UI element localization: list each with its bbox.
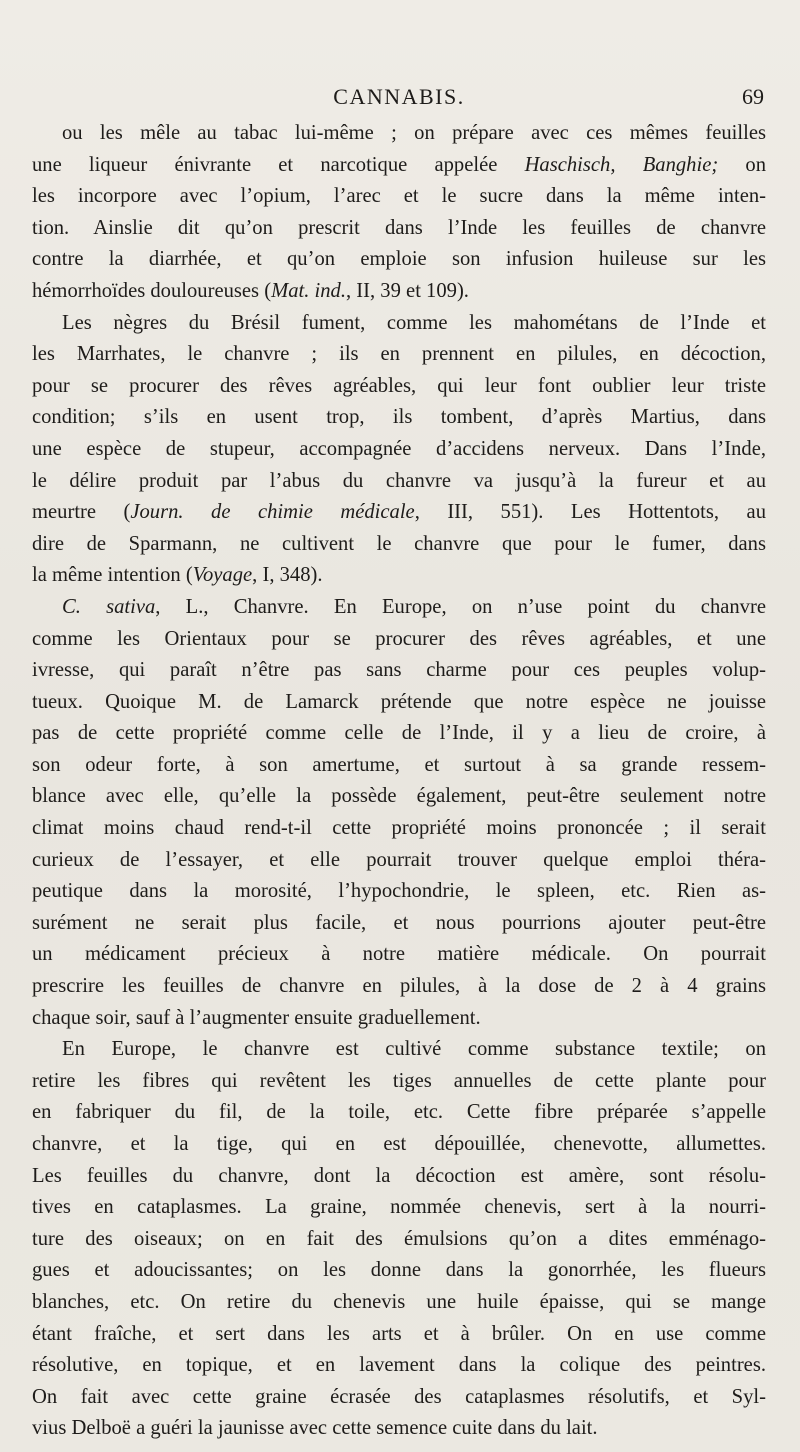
text-line bbox=[32, 497, 766, 529]
text-segment: tives en cataplasmes. La graine, nommée chenevis, sert à la nourri- bbox=[32, 1196, 766, 1219]
text-segment: une liqueur énivrante et narcotique appelée bbox=[32, 153, 525, 176]
text-segment: pas de cette propriété comme celle de l’Inde, il y a lieu de croire, à bbox=[32, 722, 766, 745]
text-segment: résolutive, en topique, et en lavement dans la colique des peintres. bbox=[32, 1354, 766, 1377]
text-line bbox=[32, 845, 766, 877]
text-line bbox=[32, 718, 766, 750]
text-line bbox=[32, 308, 766, 340]
text-line bbox=[32, 1350, 766, 1382]
text-segment: gues et adoucissantes; on les donne dans la gonorrhée, les flueurs bbox=[32, 1259, 766, 1282]
text-line bbox=[32, 1319, 766, 1351]
text-line bbox=[32, 655, 766, 687]
text-segment: Les feuilles du chanvre, dont la décoction est amère, sont résolu- bbox=[32, 1164, 766, 1187]
page-header bbox=[32, 84, 766, 118]
text-line bbox=[32, 750, 766, 782]
text-line bbox=[32, 1413, 766, 1445]
italic-text: Journ. de chimie médicale bbox=[130, 501, 415, 524]
text-line bbox=[32, 118, 766, 150]
italic-text: Mat. ind. bbox=[271, 279, 346, 302]
text-segment: son odeur forte, à son amertume, et surtout à sa grande ressem- bbox=[32, 753, 766, 776]
text-segment: blanches, etc. On retire du chenevis une huile épaisse, qui se mange bbox=[32, 1290, 766, 1313]
text-line bbox=[32, 1097, 766, 1129]
italic-text: Haschisch, Banghie; bbox=[524, 153, 719, 176]
text-segment: en fabriquer du fil, de la toile, etc. Cette fibre préparée s’appelle bbox=[32, 1101, 766, 1124]
text-segment: En Europe, le chanvre est cultivé comme substance textile; on bbox=[62, 1038, 766, 1061]
paragraph bbox=[32, 308, 766, 592]
text-line bbox=[32, 1382, 766, 1414]
text-segment: ture des oiseaux; on en fait des émulsions qu’on a dites emménago- bbox=[32, 1227, 766, 1250]
text-line bbox=[32, 371, 766, 403]
text-line bbox=[32, 181, 766, 213]
text-segment: , L., Chanvre. En Europe, on n’use point du chanvre bbox=[155, 595, 766, 618]
text-segment: ivresse, qui paraît n’être pas sans charme pour ces peuples volup- bbox=[32, 659, 766, 682]
text-segment: la même intention ( bbox=[32, 564, 193, 587]
text-line bbox=[32, 1287, 766, 1319]
text-line bbox=[32, 560, 766, 592]
text-line bbox=[32, 687, 766, 719]
text-segment: une espèce de stupeur, accompagnée d’accidens nerveux. Dans l’Inde, bbox=[32, 437, 766, 460]
text-segment: prescrire les feuilles de chanvre en pilules, à la dose de 2 à 4 grains bbox=[32, 975, 766, 998]
text-line bbox=[32, 466, 766, 498]
text-line bbox=[32, 781, 766, 813]
text-segment: chaque soir, sauf à l’augmenter ensuite graduellement. bbox=[32, 1006, 481, 1029]
body-text bbox=[32, 118, 766, 1445]
text-line bbox=[32, 1224, 766, 1256]
text-segment: , I, 348). bbox=[252, 564, 323, 587]
text-line bbox=[32, 908, 766, 940]
text-line bbox=[32, 1129, 766, 1161]
text-line bbox=[32, 1003, 766, 1035]
text-line bbox=[32, 939, 766, 971]
text-segment: climat moins chaud rend-t-il cette propriété moins prononcée ; il serait bbox=[32, 817, 766, 840]
text-line bbox=[32, 402, 766, 434]
text-line bbox=[32, 276, 766, 308]
text-segment: vius Delboë a guéri la jaunisse avec cette semence cuite dans du lait. bbox=[32, 1417, 598, 1440]
text-segment: retire les fibres qui revêtent les tiges annuelles de cette plante pour bbox=[32, 1069, 766, 1092]
text-segment: les incorpore avec l’opium, l’arec et le sucre dans la même inten- bbox=[32, 185, 766, 208]
text-segment: un médicament précieux à notre matière médicale. On pourrait bbox=[32, 943, 766, 966]
text-line bbox=[32, 876, 766, 908]
text-line bbox=[32, 434, 766, 466]
text-segment: étant fraîche, et sert dans les arts et à brûler. On en use comme bbox=[32, 1322, 766, 1345]
text-line bbox=[32, 1066, 766, 1098]
text-line bbox=[32, 1034, 766, 1066]
text-segment: peutique dans la morosité, l’hypochondrie, le spleen, etc. Rien as- bbox=[32, 880, 766, 903]
text-segment: on bbox=[718, 153, 766, 176]
text-segment: Les nègres du Brésil fument, comme les mahométans de l’Inde et bbox=[62, 311, 766, 334]
text-segment: curieux de l’essayer, et elle pourrait trouver quelque emploi théra- bbox=[32, 848, 766, 871]
text-segment: meurtre ( bbox=[32, 501, 131, 524]
text-line bbox=[32, 592, 766, 624]
paragraph bbox=[32, 1034, 766, 1445]
text-segment: hémorrhoïdes douloureuses ( bbox=[32, 279, 272, 302]
text-line bbox=[32, 213, 766, 245]
text-segment: surément ne serait plus facile, et nous pourrions ajouter peut-être bbox=[32, 911, 766, 934]
text-line bbox=[32, 1161, 766, 1193]
text-segment: ou les mêle au tabac lui-même ; on prépare avec ces mêmes feuilles bbox=[62, 122, 766, 144]
text-segment: blance avec elle, qu’elle la possède également, peut-être seulement notre bbox=[32, 785, 766, 808]
text-line bbox=[32, 244, 766, 276]
text-segment: le délire produit par l’abus du chanvre va jusqu’à la fureur et au bbox=[32, 469, 766, 492]
text-line bbox=[32, 339, 766, 371]
paragraph bbox=[32, 592, 766, 1034]
text-segment: , II, 39 et 109). bbox=[346, 279, 469, 302]
running-title: CANNABIS. bbox=[333, 84, 465, 109]
text-line bbox=[32, 971, 766, 1003]
text-line bbox=[32, 1192, 766, 1224]
text-line bbox=[32, 624, 766, 656]
text-line bbox=[32, 813, 766, 845]
text-segment: tion. Ainslie dit qu’on prescrit dans l’Inde les feuilles de chanvre bbox=[32, 216, 766, 239]
text-segment: dire de Sparmann, ne cultivent le chanvre que pour le fumer, dans bbox=[32, 532, 766, 555]
text-line bbox=[32, 529, 766, 561]
italic-text: Voyage bbox=[192, 564, 253, 587]
text-segment: On fait avec cette graine écrasée des cataplasmes résolutifs, et Syl- bbox=[32, 1385, 766, 1408]
text-segment: contre la diarrhée, et qu’on emploie son infusion huileuse sur les bbox=[32, 248, 766, 271]
text-line bbox=[32, 1255, 766, 1287]
italic-text: C. sativa bbox=[62, 595, 156, 618]
text-segment: comme les Orientaux pour se procurer des rêves agréables, et une bbox=[32, 627, 766, 650]
text-segment: tueux. Quoique M. de Lamarck prétende que notre espèce ne jouisse bbox=[32, 690, 766, 713]
text-segment: condition; s’ils en usent trop, ils tombent, d’après Martius, dans bbox=[32, 406, 766, 429]
text-line bbox=[32, 150, 766, 182]
text-segment: , III, 551). Les Hottentots, au bbox=[414, 501, 766, 524]
page-number: 69 bbox=[742, 84, 764, 109]
text-segment: chanvre, et la tige, qui en est dépouillée, chenevotte, allumettes. bbox=[32, 1133, 766, 1155]
paragraph bbox=[32, 118, 766, 308]
text-segment: les Marrhates, le chanvre ; ils en prennent en pilules, en décoction, bbox=[32, 343, 766, 366]
text-segment: pour se procurer des rêves agréables, qui leur font oublier leur triste bbox=[32, 374, 766, 397]
